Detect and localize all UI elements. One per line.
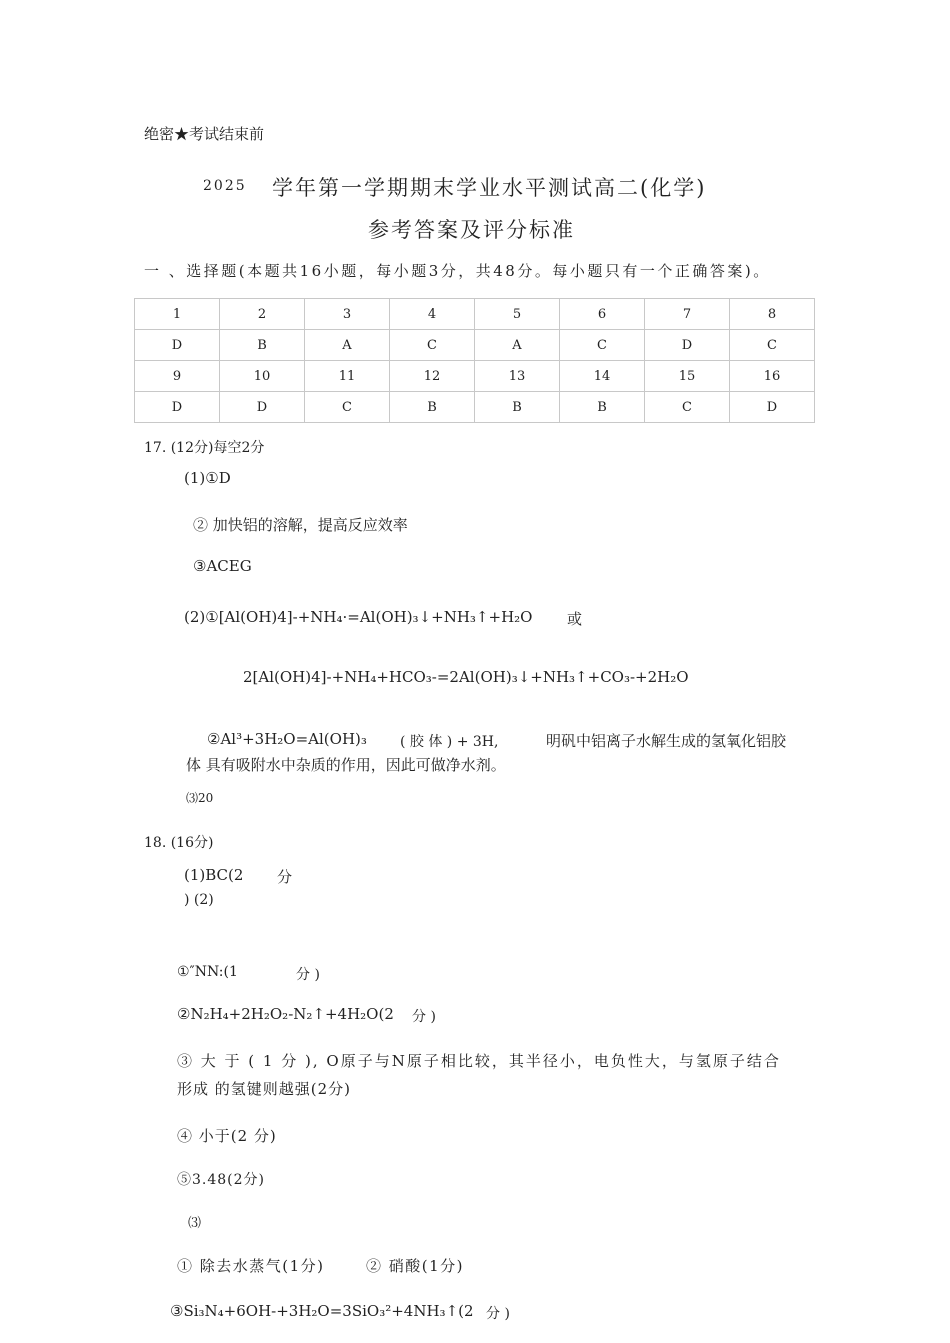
section1-heading: 一 、选择题(本题共16小题，每小题3分，共48分。每小题只有一个正确答案)。 bbox=[144, 262, 771, 280]
table-cell: 8 bbox=[730, 299, 815, 330]
q17-answer-2-2-equation: ②Al³+3H₂O=Al(OH)₃ bbox=[207, 730, 367, 748]
table-cell: 6 bbox=[560, 299, 645, 330]
q17-answer-2-1: (2)①[Al(OH)4]-+NH₄·=Al(OH)₃↓+NH₃↑+H₂O bbox=[184, 608, 533, 626]
table-cell: 9 bbox=[135, 361, 220, 392]
page-title: 学年第一学期期末学业水平测试高二(化学) bbox=[272, 176, 707, 200]
table-cell: 4 bbox=[390, 299, 475, 330]
table-cell: D bbox=[135, 392, 220, 423]
q17-answer-2-1-or: 或 bbox=[567, 610, 583, 628]
q17-answer-2-1-alt: 2[Al(OH)4]-+NH₄+HCO₃-=2Al(OH)₃↓+NH₃↑+CO₃-+2H₂O bbox=[243, 668, 689, 686]
q17-answer-2-2-mid: ( 胶 体 ) + 3H, bbox=[400, 734, 499, 750]
q18-answer-1: (1)BC(2 bbox=[184, 866, 244, 884]
table-cell: 13 bbox=[475, 361, 560, 392]
q18-answer-2-3-cont: 形成 的氢键则越强(2分) bbox=[177, 1080, 352, 1098]
table-row bbox=[135, 330, 815, 361]
q18-answer-2-2-fen: 分 ) bbox=[412, 1009, 436, 1025]
table-cell: C bbox=[390, 330, 475, 361]
table-cell: B bbox=[560, 392, 645, 423]
table-cell: 14 bbox=[560, 361, 645, 392]
table-row bbox=[135, 361, 815, 392]
q17-answer-2-2-text: 明矾中铝离子水解生成的氢氧化铝胶 bbox=[546, 732, 787, 750]
table-cell: D bbox=[135, 330, 220, 361]
table-cell: C bbox=[305, 392, 390, 423]
q17-answer-1-1: (1)①D bbox=[184, 469, 231, 487]
table-cell: D bbox=[220, 392, 305, 423]
answer-table bbox=[134, 298, 815, 423]
q18-answer-1-fen: 分 bbox=[277, 868, 293, 886]
table-cell: 16 bbox=[730, 361, 815, 392]
q18-answer-3-3-fen: 分 ) bbox=[486, 1306, 510, 1322]
table-cell: 12 bbox=[390, 361, 475, 392]
table-cell: 11 bbox=[305, 361, 390, 392]
q18-answer-3-2: ② 硝酸(1分) bbox=[366, 1257, 465, 1275]
table-cell: A bbox=[305, 330, 390, 361]
q17-heading: 17. (12分)每空2分 bbox=[144, 440, 265, 456]
q18-answer-3-label: ⑶ bbox=[188, 1216, 202, 1231]
q17-answer-1-2: ② 加快铝的溶解，提高反应效率 bbox=[193, 516, 408, 534]
table-cell: B bbox=[390, 392, 475, 423]
table-cell: B bbox=[220, 330, 305, 361]
q17-answer-1-3: ③ACEG bbox=[193, 557, 252, 575]
q18-heading: 18. (16分) bbox=[144, 835, 214, 851]
table-cell: 7 bbox=[645, 299, 730, 330]
q17-answer-2-2-text-cont: 体 具有吸附水中杂质的作用，因此可做净水剂。 bbox=[186, 756, 506, 774]
table-cell: 5 bbox=[475, 299, 560, 330]
confidential-label: 绝密★考试结束前 bbox=[144, 125, 265, 143]
q18-answer-2-label: ) (2) bbox=[184, 892, 214, 908]
table-row bbox=[135, 299, 815, 330]
table-cell: B bbox=[475, 392, 560, 423]
q18-answer-3-3: ③Si₃N₄+6OH-+3H₂O=3SiO₃²+4NH₃↑(2 bbox=[170, 1302, 474, 1320]
table-cell: C bbox=[730, 330, 815, 361]
table-cell: C bbox=[560, 330, 645, 361]
q18-answer-2-3: ③ 大 于 ( 1 分 ), O原子与N原子相比较，其半径小，电负性大，与氢原子结合 bbox=[177, 1052, 781, 1070]
table-cell: C bbox=[645, 392, 730, 423]
q18-answer-3-1: ① 除去水蒸气(1分) bbox=[177, 1257, 325, 1275]
q18-answer-2-2: ②N₂H₄+2H₂O₂-N₂↑+4H₂O(2 bbox=[177, 1005, 394, 1023]
q18-answer-2-1: ①″NN:(1 bbox=[177, 964, 238, 980]
page-subtitle: 参考答案及评分标准 bbox=[368, 218, 575, 242]
q17-answer-3: ⑶20 bbox=[186, 791, 214, 805]
table-cell: 15 bbox=[645, 361, 730, 392]
table-cell: D bbox=[645, 330, 730, 361]
q18-answer-2-1-fen: 分 ) bbox=[296, 967, 320, 983]
exam-year: 2025 bbox=[203, 178, 247, 194]
table-cell: 1 bbox=[135, 299, 220, 330]
q18-answer-2-5: ⑤3.48(2分) bbox=[177, 1172, 266, 1188]
table-cell: 3 bbox=[305, 299, 390, 330]
table-cell: 10 bbox=[220, 361, 305, 392]
table-cell: D bbox=[730, 392, 815, 423]
table-cell: 2 bbox=[220, 299, 305, 330]
table-cell: A bbox=[475, 330, 560, 361]
table-row bbox=[135, 392, 815, 423]
q18-answer-2-4: ④ 小于(2 分) bbox=[177, 1127, 277, 1145]
